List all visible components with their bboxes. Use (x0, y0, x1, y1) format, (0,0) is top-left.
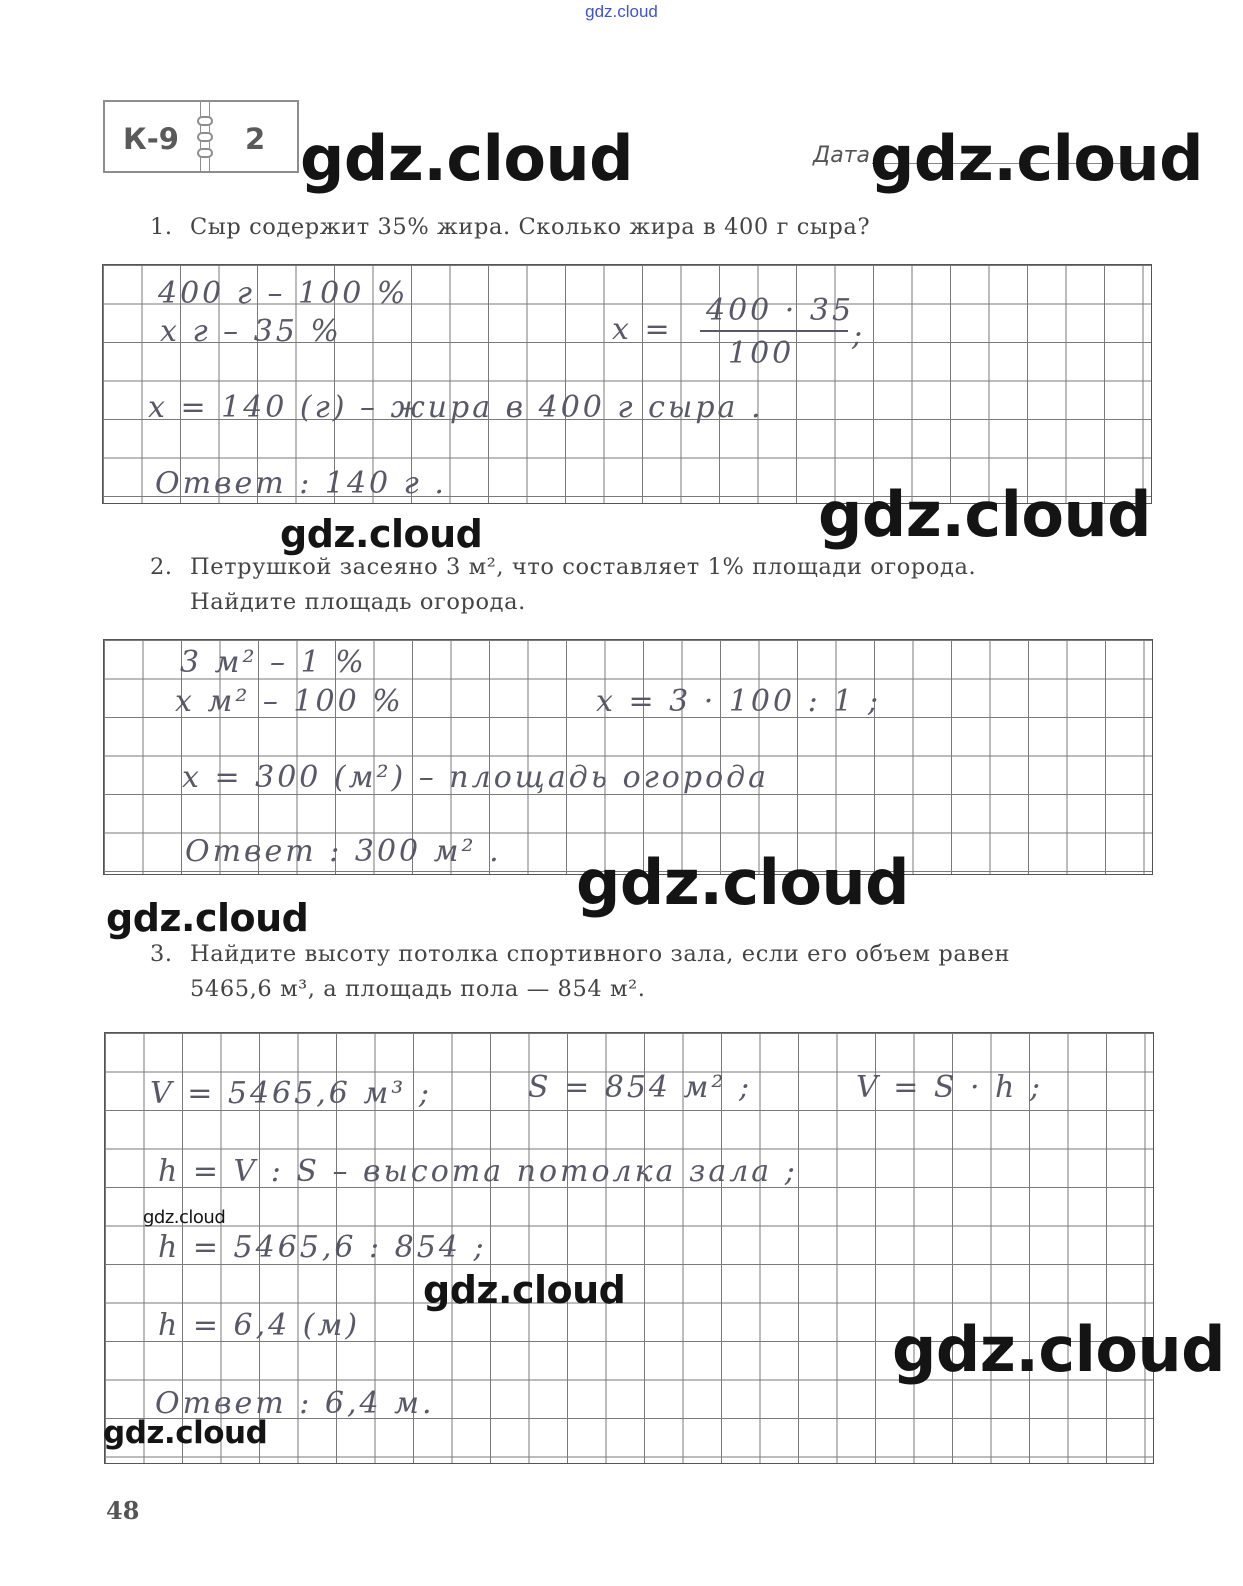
worksheet-code: К-9 (123, 122, 179, 156)
watermark: gdz.cloud (892, 1313, 1226, 1386)
task-text: Найдите площадь огорода. (190, 589, 526, 615)
binder-ring-icon (197, 132, 213, 142)
task-number: 2. (150, 554, 173, 580)
watermark: gdz.cloud (280, 512, 483, 556)
handwritten-fraction-denominator: 100 (728, 336, 795, 371)
handwritten-line: x = 140 (г) – жира в 400 г сыра . (148, 390, 764, 425)
handwritten-line: 400 г – 100 % (158, 276, 409, 311)
handwritten-line: h = V : S – высота потолка зала ; (158, 1154, 798, 1189)
handwritten-line: S = 854 м² ; (528, 1070, 753, 1105)
top-watermark: gdz.cloud (585, 2, 658, 21)
handwritten-line: x = (612, 312, 673, 347)
task-text: 5465,6 м³, а площадь пола — 854 м². (190, 976, 646, 1002)
handwritten-answer: Ответ : 300 м² . (185, 834, 502, 869)
worksheet-badge (103, 100, 299, 173)
page-number: 48 (106, 1496, 140, 1525)
task-number: 1. (150, 214, 173, 240)
handwritten-fraction-numerator: 400 · 35 (706, 293, 855, 328)
watermark: gdz.cloud (143, 1207, 226, 1228)
task-text: Сыр содержит 35% жира. Сколько жира в 400 г сыра? (190, 214, 871, 240)
handwritten-line: x = 3 · 100 : 1 ; (596, 684, 881, 719)
watermark: gdz.cloud (106, 896, 309, 940)
task-3 (150, 937, 1010, 1007)
watermark: gdz.cloud (870, 122, 1204, 195)
task-text: Петрушкой засеяно 3 м², что составляет 1% площади огорода. (190, 554, 977, 580)
handwritten-line: h = 5465,6 : 854 ; (158, 1230, 487, 1265)
handwritten-line: V = 5465,6 м³ ; (150, 1076, 432, 1111)
date-label: Дата (813, 143, 870, 168)
task-number: 3. (150, 941, 173, 967)
handwritten-answer: Ответ : 140 г . (155, 466, 447, 501)
handwritten-answer: Ответ : 6,4 м. (155, 1386, 435, 1421)
worksheet-variant: 2 (245, 122, 266, 156)
watermark: gdz.cloud (576, 846, 910, 919)
watermark: gdz.cloud (423, 1268, 626, 1312)
handwritten-line: 3 м² – 1 % (180, 645, 367, 680)
handwritten-line: x = 300 (м²) – площадь огорода (182, 760, 770, 795)
handwritten-line: h = 6,4 (м) (158, 1308, 361, 1343)
watermark: gdz.cloud (818, 478, 1152, 551)
watermark: gdz.cloud (103, 1415, 268, 1451)
task-text: Найдите высоту потолка спортивного зала, если его объем равен (190, 941, 1011, 967)
watermark: gdz.cloud (300, 122, 634, 195)
fraction-bar (700, 330, 848, 332)
binder-ring-icon (197, 116, 213, 126)
handwritten-line: ; (852, 318, 866, 353)
binder-ring-icon (197, 148, 213, 158)
handwritten-line: x г – 35 % (160, 314, 342, 349)
handwritten-line: V = S · h ; (856, 1070, 1043, 1105)
task-2 (150, 550, 976, 620)
task-1 (150, 210, 870, 245)
handwritten-line: x м² – 100 % (175, 684, 404, 719)
